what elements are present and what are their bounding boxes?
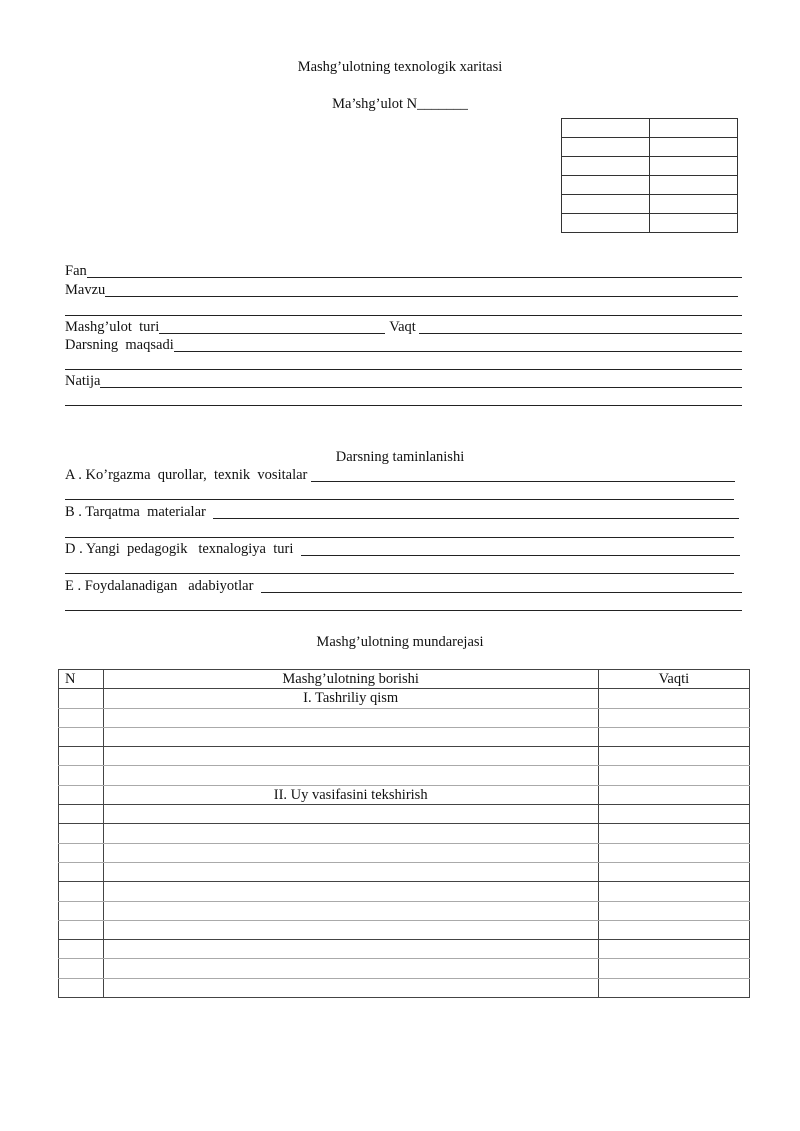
table-cell[interactable] xyxy=(103,862,598,881)
table-cell[interactable] xyxy=(598,824,749,843)
table-row xyxy=(59,785,750,804)
mavzu-field xyxy=(65,281,738,299)
grid-cell[interactable] xyxy=(562,157,650,176)
col-header-n: N xyxy=(59,670,104,689)
table-cell[interactable] xyxy=(103,978,598,997)
equipment-a-label: A . Ko’rgazma qurollar, texnik vositalar xyxy=(65,467,311,483)
table-cell[interactable] xyxy=(59,747,104,766)
equipment-d-continuation-line[interactable] xyxy=(65,573,734,574)
table-cell[interactable] xyxy=(103,727,598,746)
table-cell[interactable] xyxy=(103,901,598,920)
natija-field xyxy=(65,372,742,390)
table-cell[interactable] xyxy=(103,805,598,824)
table-row xyxy=(59,747,750,766)
table-cell[interactable] xyxy=(103,882,598,901)
table-cell[interactable] xyxy=(598,978,749,997)
table-cell[interactable] xyxy=(59,901,104,920)
mavzu-label: Mavzu xyxy=(65,282,106,298)
table-row xyxy=(59,805,750,824)
table-cell[interactable] xyxy=(59,785,104,804)
table-cell[interactable] xyxy=(598,959,749,978)
table-cell[interactable] xyxy=(598,920,749,939)
table-cell[interactable] xyxy=(59,689,104,708)
table-cell[interactable] xyxy=(598,843,749,862)
natija-label: Natija xyxy=(65,373,101,389)
equipment-e-input-line[interactable] xyxy=(261,578,742,593)
equipment-b-label: B . Tarqatma materialar xyxy=(65,504,214,520)
table-cell[interactable] xyxy=(59,766,104,785)
table-cell[interactable] xyxy=(598,766,749,785)
table-cell[interactable] xyxy=(59,882,104,901)
grid-cell[interactable] xyxy=(650,176,738,195)
mavzu-continuation-line[interactable] xyxy=(65,315,742,316)
grid-cell[interactable] xyxy=(562,214,650,233)
equipment-e-continuation-line[interactable] xyxy=(65,610,742,611)
mashgulot-turi-input-line[interactable] xyxy=(159,319,385,334)
maqsad-input-line[interactable] xyxy=(174,337,742,352)
table-row xyxy=(59,920,750,939)
table-cell[interactable] xyxy=(598,747,749,766)
maqsad-continuation-line[interactable] xyxy=(65,369,742,370)
table-cell[interactable] xyxy=(59,824,104,843)
table-cell[interactable] xyxy=(59,920,104,939)
table-row xyxy=(59,689,750,708)
table-cell[interactable] xyxy=(103,824,598,843)
grid-cell[interactable] xyxy=(650,214,738,233)
equipment-a-input-line[interactable] xyxy=(311,467,735,482)
table-cell[interactable] xyxy=(103,843,598,862)
table-row xyxy=(59,940,750,959)
grid-cell[interactable] xyxy=(562,138,650,157)
equipment-e-field xyxy=(65,577,742,595)
maqsad-field xyxy=(65,336,742,354)
equipment-a-continuation-line[interactable] xyxy=(65,499,734,500)
table-cell[interactable] xyxy=(59,959,104,978)
table-cell[interactable] xyxy=(59,805,104,824)
table-cell[interactable] xyxy=(59,862,104,881)
grid-cell[interactable] xyxy=(650,195,738,214)
mavzu-input-line[interactable] xyxy=(105,282,738,297)
table-row xyxy=(59,882,750,901)
table-cell[interactable] xyxy=(59,708,104,727)
table-row xyxy=(59,766,750,785)
grid-cell[interactable] xyxy=(562,176,650,195)
table-header-row xyxy=(59,670,750,689)
equipment-d-input-line[interactable] xyxy=(301,541,740,556)
table-cell[interactable] xyxy=(598,882,749,901)
fan-input-line[interactable] xyxy=(87,263,742,278)
equipment-d-field xyxy=(65,540,740,558)
grid-cell[interactable] xyxy=(650,157,738,176)
table-row xyxy=(59,862,750,881)
equipment-b-continuation-line[interactable] xyxy=(65,537,734,538)
col-header-vaqti: Vaqti xyxy=(598,670,749,689)
turi-vaqt-field xyxy=(65,318,742,336)
table-cell[interactable] xyxy=(598,862,749,881)
maqsad-label: Darsning maqsadi xyxy=(65,337,174,353)
table-cell[interactable] xyxy=(103,708,598,727)
content-heading: Mashg’ulotning mundarejasi xyxy=(316,634,484,650)
small-grid xyxy=(561,118,738,233)
equipment-b-field xyxy=(65,503,739,521)
grid-cell[interactable] xyxy=(650,138,738,157)
table-row xyxy=(59,708,750,727)
table-cell[interactable] xyxy=(59,940,104,959)
table-cell[interactable] xyxy=(103,747,598,766)
table-cell[interactable] xyxy=(598,805,749,824)
table-cell[interactable] xyxy=(598,689,749,708)
page-title: Mashg’ulotning texnologik xaritasi xyxy=(297,59,503,75)
table-row xyxy=(59,727,750,746)
table-cell[interactable] xyxy=(598,727,749,746)
grid-cell[interactable] xyxy=(562,119,650,138)
table-cell[interactable] xyxy=(103,920,598,939)
lesson-number: Ma’shg’ulot N_______ xyxy=(332,96,468,112)
natija-continuation-line[interactable] xyxy=(65,405,742,406)
section-title-1: I. Tashriliy qism xyxy=(103,689,598,708)
table-row xyxy=(59,978,750,997)
equipment-d-label: D . Yangi pedagogik texnalogiya turi xyxy=(65,541,301,557)
table-row xyxy=(59,959,750,978)
fan-field xyxy=(65,262,742,280)
table-cell[interactable] xyxy=(598,901,749,920)
table-row xyxy=(59,901,750,920)
fan-label: Fan xyxy=(65,263,87,279)
vaqt-input-line[interactable] xyxy=(419,319,742,334)
table-cell[interactable] xyxy=(598,785,749,804)
equipment-a-field xyxy=(65,466,735,484)
mashgulot-turi-label: Mashg’ulot turi xyxy=(65,319,160,335)
table-cell[interactable] xyxy=(103,766,598,785)
table-cell[interactable] xyxy=(598,708,749,727)
col-header-borishi: Mashg’ulotning borishi xyxy=(103,670,598,689)
table-row xyxy=(59,824,750,843)
grid-cell[interactable] xyxy=(650,119,738,138)
table-cell[interactable] xyxy=(59,843,104,862)
natija-input-line[interactable] xyxy=(100,373,742,388)
section-title-2: II. Uy vasifasini tekshirish xyxy=(103,785,598,804)
equipment-heading: Darsning taminlanishi xyxy=(335,449,465,465)
table-cell[interactable] xyxy=(59,727,104,746)
equipment-e-label: E . Foydalanadigan adabiyotlar xyxy=(65,578,261,594)
table-cell[interactable] xyxy=(59,978,104,997)
vaqt-label: Vaqt xyxy=(389,319,420,335)
table-row xyxy=(59,843,750,862)
table-cell[interactable] xyxy=(598,940,749,959)
table-cell[interactable] xyxy=(103,940,598,959)
grid-cell[interactable] xyxy=(562,195,650,214)
content-table xyxy=(58,669,750,998)
table-cell[interactable] xyxy=(103,959,598,978)
equipment-b-input-line[interactable] xyxy=(213,504,739,519)
